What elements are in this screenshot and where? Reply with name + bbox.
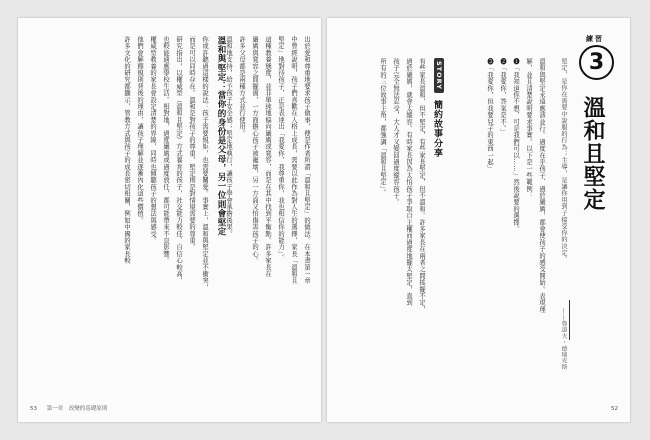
exercise-paragraph: 解，並且清楚說明要求事實。以下是一些範例： [525, 58, 532, 199]
left-paragraph: 許多文化的研究都顯示，管教方式與孩子的成長密切相關，例如中國的家長較 [123, 36, 130, 264]
left-body-block-1 [225, 36, 311, 386]
right-footer [611, 406, 618, 412]
left-paragraph: 許多父母都是兩種方式並行使用。 [238, 36, 245, 137]
exercise-number: 3 [579, 45, 614, 80]
story-body [336, 58, 426, 388]
epigraph-quote: 堅定，是你在需要中說服的行為；主導，是讓你用到子接受你的決定。 [560, 58, 567, 263]
exercise-title: 溫和且堅定 [580, 96, 605, 211]
left-paragraph: 溫和地支持，給予孩子安全感；堅定地執行，讓孩子學會承擔後果。 [225, 36, 232, 237]
left-paragraph: 你或許聽過這樣的說法：孩子需要規矩，也需要關愛。事實上，溫和與堅定並不衝突， [201, 36, 208, 291]
exercise-body [456, 58, 546, 388]
exercise-item: ❷「我愛你，答案是不。」 [499, 58, 506, 136]
left-paragraph: 這種教養態度，並非單純地偏向嚴厲或寬容，而是在其中找到平衡點。許多家長在 [264, 36, 271, 278]
right-page [327, 18, 630, 422]
story-paragraph: 過於嚴厲，就會太縱容。有時家長因為太怕孩子爭取自主權而過度地擺太堅定，直到 [405, 58, 412, 306]
left-body-block-2 [29, 36, 209, 386]
left-paragraph: 研究指出，以權威型（溫和且堅定）方式養育的孩子，社交能力較佳、自信心較高， [175, 36, 182, 284]
left-paragraph: 他們會解釋規則背後的理由，讓孩子理解並逐漸內化這些價值。 [136, 36, 143, 224]
left-paragraph: 出於愛和尊重地要求孩子做事，便是作者所謂「溫和且堅定」的做法。在本書第一章 [303, 36, 310, 284]
story-title: 簡約故事分享 [432, 100, 442, 158]
left-paragraph: 也較能適應學校生活。相對地，過度嚴厲或過度放任，都可能帶來不良影響。 [162, 36, 169, 264]
story-paragraph: 所有的三位故事主角，都強調「溫和且堅定」。 [379, 58, 386, 196]
left-paragraph: 中曾經說明，孩子們喜歡在人格上成長，需要以此作為對人生的選擇，家長「溫和且 [290, 36, 297, 284]
right-page-number: 52 [611, 406, 618, 412]
left-footer [30, 404, 107, 412]
story-paragraph: 孩子完全無法忍受，大人才又變回過度縱容孩子。 [392, 58, 399, 206]
left-paragraph: 嚴厲與寬容之間擺盪，一方面擔心孩子被寵壞，另一方面又怕傷害孩子的心。 [251, 36, 258, 264]
left-page-number: 53 [30, 406, 37, 412]
exercise-paragraph: 溫和與堅定永遠應該並行。過度在乎孩子、過於嚴厲，都會使孩子的感受開始。表現理 [538, 58, 545, 313]
story-tag: STORY [434, 58, 444, 93]
exercise-label: 練習 [586, 35, 604, 43]
left-paragraph: 而是可以同時存在。溫和是對孩子的尊重，堅定則是對情境需要的尊重。 [188, 36, 195, 251]
left-section-heading: 溫和與堅定：當你的身份是父母，另一位則會堅定 [216, 36, 226, 237]
left-page [18, 18, 321, 422]
exercise-badge [574, 34, 616, 82]
left-chapter-title: 第一章 改變的基礎原則 [46, 406, 108, 412]
quote-dash [569, 300, 570, 340]
left-paragraph: 權威型教養的家長會設定清楚的界線，同時也傾聽孩子的想法與感受。 [149, 36, 156, 244]
epigraph-author: ——魯道夫・德瑞克斯 [560, 308, 566, 370]
exercise-item: ❶「我知道你不想，可是我們可以……」然後說要的選擇。 [512, 58, 519, 233]
story-paragraph: 有些家長溫和，但不堅定，有些家長堅定，但不溫和。許多家長在兩者之間搖擺不定， [418, 58, 425, 313]
left-paragraph: 堅定」地對待孩子，正是表達出「我愛你，我尊重你，我也相信你的能力」。 [277, 36, 284, 261]
exercise-item: ❸「我愛你，但我要兒子的東西一起」 [486, 58, 493, 172]
